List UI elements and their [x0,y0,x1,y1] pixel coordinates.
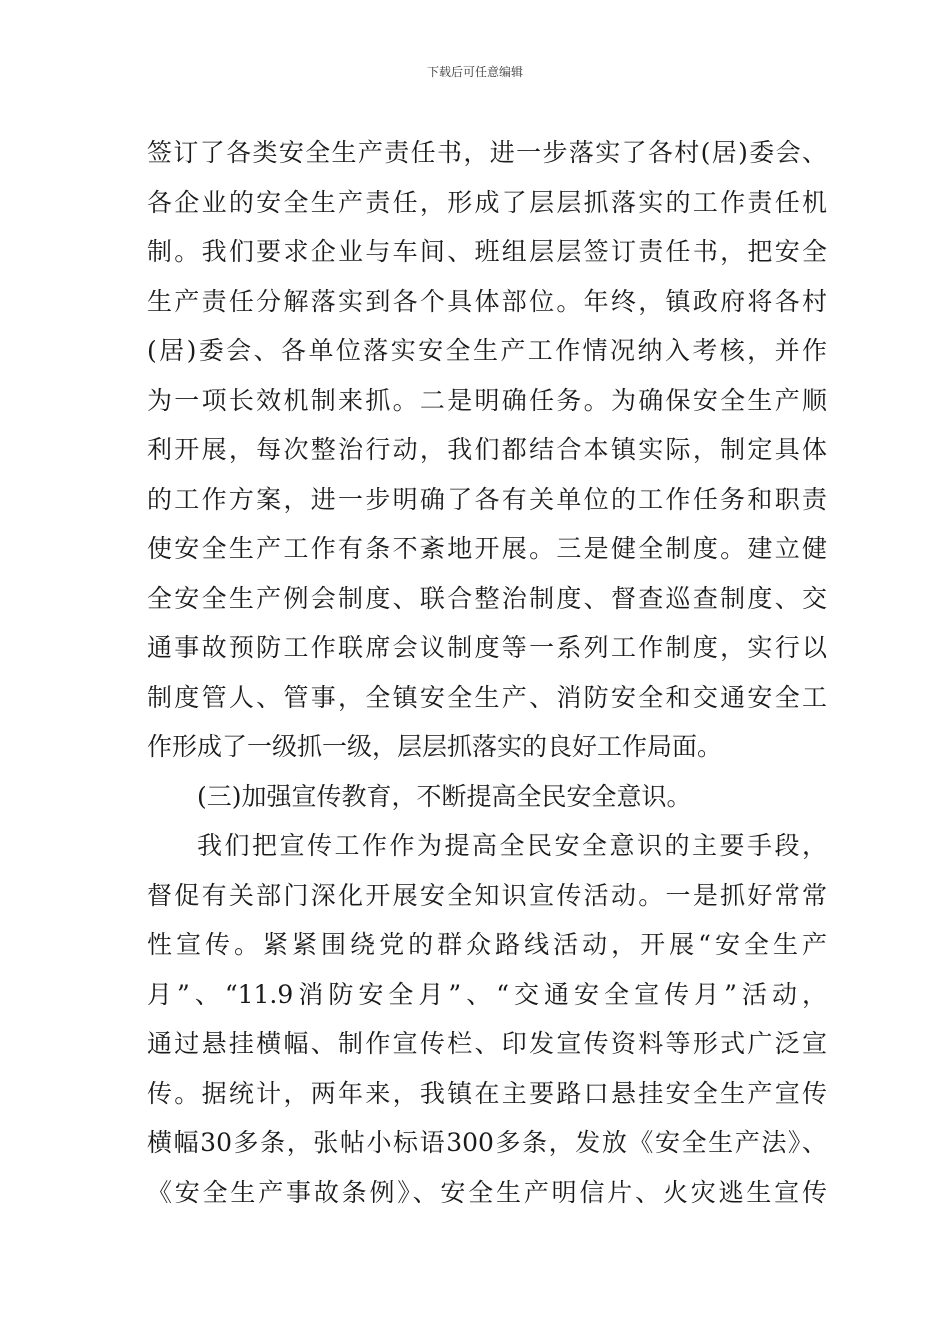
text-line: 全安全生产例会制度、联合整治制度、督查巡查制度、交 [147,583,827,613]
text-line: 通事故预防工作联席会议制度等一系列工作制度，实行以 [147,633,827,662]
text-line: 各企业的安全生产责任，形成了层层抓落实的工作责任机 [147,187,827,217]
text-line: 为一项长效机制来抓。二是明确任务。为确保安全生产顺 [147,385,827,415]
text-line: 《安全生产事故条例》、安全生产明信片、火灾逃生宣传 [147,1177,827,1207]
text-line: 月”、“11.9消防安全月”、“交通安全宣传月”活动， [147,979,827,1009]
text-line: 利开展，每次整治行动，我们都结合本镇实际，制定具体 [147,435,827,464]
text-line: 使安全生产工作有条不紊地开展。三是健全制度。建立健 [147,534,827,563]
text-line: 我们把宣传工作作为提高全民安全意识的主要手段， [197,831,827,860]
text-line: 横幅30多条，张帖小标语300多条，发放《安全生产法》、 [147,1128,827,1157]
text-line: 签订了各类安全生产责任书，进一步落实了各村(居)委会、 [147,138,827,167]
text-line: (三)加强宣传教育，不断提高全民安全意识。 [197,781,692,811]
text-line: 作形成了一级抓一级，层层抓落实的良好工作局面。 [147,732,723,761]
text-line: 的工作方案，进一步明确了各有关单位的工作任务和职责 [147,484,827,514]
document-body [147,128,827,1217]
text-line: 通过悬挂横幅、制作宣传栏、印发宣传资料等形式广泛宣 [147,1029,827,1058]
text-line: 督促有关部门深化开展安全知识宣传活动。一是抓好常常 [147,880,827,910]
text-line: 制度管人、管事，全镇安全生产、消防安全和交通安全工 [147,682,827,712]
text-line: 传。据统计，两年来，我镇在主要路口悬挂安全生产宣传 [147,1078,827,1108]
text-line: 性宣传。紧紧围绕党的群众路线活动，开展“安全生产 [147,930,827,959]
text-line: (居)委会、各单位落实安全生产工作情况纳入考核，并作 [147,336,827,365]
page-header: 下载后可任意编辑 [426,65,523,79]
text-line: 生产责任分解落实到各个具体部位。年终，镇政府将各村 [147,286,827,316]
text-line: 制。我们要求企业与车间、班组层层签订责任书，把安全 [147,237,827,266]
